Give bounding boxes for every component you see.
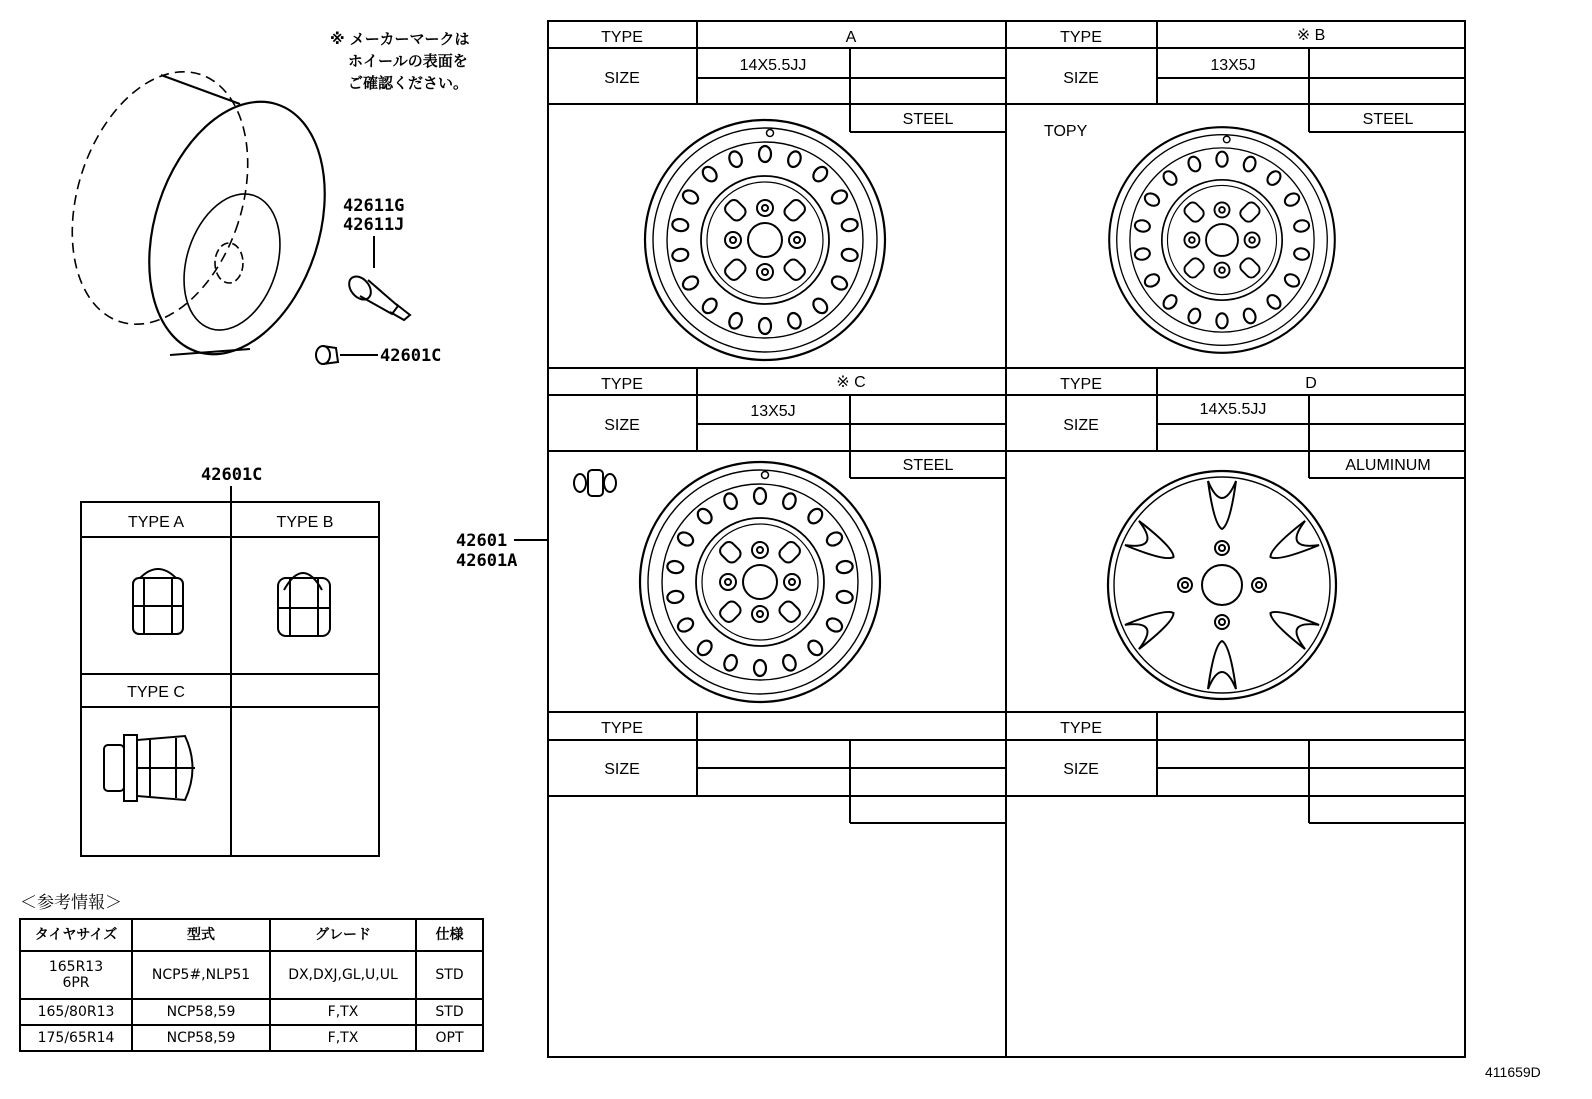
cell-c-type-label: TYPE bbox=[601, 376, 643, 393]
spec-cell: STD bbox=[416, 999, 483, 1025]
spec-cell: OPT bbox=[416, 1025, 483, 1051]
wheel-type-c-illustration bbox=[640, 462, 880, 702]
reference-title: ＜参考情報＞ bbox=[20, 893, 122, 912]
cell-d-material: ALUMINUM bbox=[1345, 457, 1431, 474]
cell-a-size-value: 14X5.5JJ bbox=[739, 57, 807, 74]
model-cell: NCP58,59 bbox=[132, 1025, 270, 1051]
table-row bbox=[20, 951, 483, 999]
nut-type-a-illustration bbox=[133, 569, 183, 634]
nut-type-c-label: TYPE C bbox=[127, 684, 185, 701]
cell-b-maker: TOPY bbox=[1044, 123, 1088, 140]
grade-cell: F,TX bbox=[270, 999, 416, 1025]
reference-header-row bbox=[20, 919, 483, 951]
cell-a-type-value: A bbox=[845, 29, 857, 46]
spec-cell: STD bbox=[416, 951, 483, 999]
cell-f-size-label: SIZE bbox=[1063, 761, 1099, 778]
tire-illustration bbox=[42, 49, 355, 377]
wheel-part-number-2: 42601A bbox=[456, 551, 518, 571]
nut-type-table bbox=[81, 502, 379, 856]
tire-size-cell: 175/65R14 bbox=[20, 1025, 132, 1051]
header-model: 型式 bbox=[132, 919, 270, 951]
model-cell: NCP5#,NLP51 bbox=[132, 951, 270, 999]
nut-type-b-illustration bbox=[278, 573, 330, 636]
wheel-part-number-1: 42601 bbox=[456, 531, 508, 551]
wheel-type-b-illustration bbox=[1109, 127, 1335, 353]
cell-d-size-value: 14X5.5JJ bbox=[1199, 401, 1267, 418]
cell-b-type-label: TYPE bbox=[1060, 29, 1102, 46]
cell-e-type-label: TYPE bbox=[601, 720, 643, 737]
header-grade: グレード bbox=[270, 919, 416, 951]
cell-b-type-value: ※ B bbox=[1296, 27, 1326, 44]
note-line-3: ご確認ください。 bbox=[348, 74, 469, 92]
cell-a-material: STEEL bbox=[902, 111, 954, 128]
cell-b-size-value: 13X5J bbox=[1210, 57, 1256, 74]
cell-c-type-value: ※ C bbox=[836, 374, 866, 391]
grade-cell: F,TX bbox=[270, 1025, 416, 1051]
cell-e-size-label: SIZE bbox=[604, 761, 640, 778]
note-line-2: ホイールの表面を bbox=[348, 52, 468, 70]
grade-cell: DX,DXJ,GL,U,UL bbox=[270, 951, 416, 999]
cell-d-type-label: TYPE bbox=[1060, 376, 1102, 393]
wheel-weight-icon bbox=[574, 470, 616, 496]
model-cell: NCP58,59 bbox=[132, 999, 270, 1025]
header-spec: 仕様 bbox=[416, 919, 483, 951]
wheel-type-d-illustration bbox=[1108, 471, 1336, 699]
note-line-1: ※ メーカーマークは bbox=[330, 30, 470, 48]
valve-part-number-2: 42611J bbox=[343, 215, 405, 235]
nut-type-b-label: TYPE B bbox=[276, 514, 334, 531]
table-row bbox=[20, 1025, 483, 1051]
tire-size-cell: 165R13 6PR bbox=[20, 951, 132, 999]
header-tire-size: タイヤサイズ bbox=[20, 919, 132, 951]
cell-d-type-value: D bbox=[1305, 375, 1317, 392]
valve-part-number-1: 42611G bbox=[343, 196, 405, 216]
tire-size-cell: 165/80R13 bbox=[20, 999, 132, 1025]
cell-f-type-label: TYPE bbox=[1060, 720, 1102, 737]
cell-a-type-label: TYPE bbox=[601, 29, 643, 46]
cell-b-size-label: SIZE bbox=[1063, 70, 1099, 87]
table-row bbox=[20, 999, 483, 1025]
cell-c-material: STEEL bbox=[902, 457, 954, 474]
valve-cap-illustration bbox=[316, 346, 378, 364]
cell-b-material: STEEL bbox=[1362, 111, 1414, 128]
nut-part-number: 42601C bbox=[201, 465, 263, 485]
diagram-id: 411659D bbox=[1485, 1064, 1541, 1080]
cell-d-size-label: SIZE bbox=[1063, 417, 1099, 434]
wheel-type-a-illustration bbox=[645, 120, 885, 360]
valve-cap-part-number: 42601C bbox=[380, 346, 442, 366]
cell-a-size-label: SIZE bbox=[604, 70, 640, 87]
valve-illustration bbox=[345, 236, 410, 320]
nut-type-a-label: TYPE A bbox=[127, 514, 185, 531]
nut-type-c-illustration bbox=[104, 735, 195, 801]
reference-table bbox=[19, 918, 484, 1052]
cell-c-size-label: SIZE bbox=[604, 417, 640, 434]
cell-c-size-value: 13X5J bbox=[750, 403, 796, 420]
